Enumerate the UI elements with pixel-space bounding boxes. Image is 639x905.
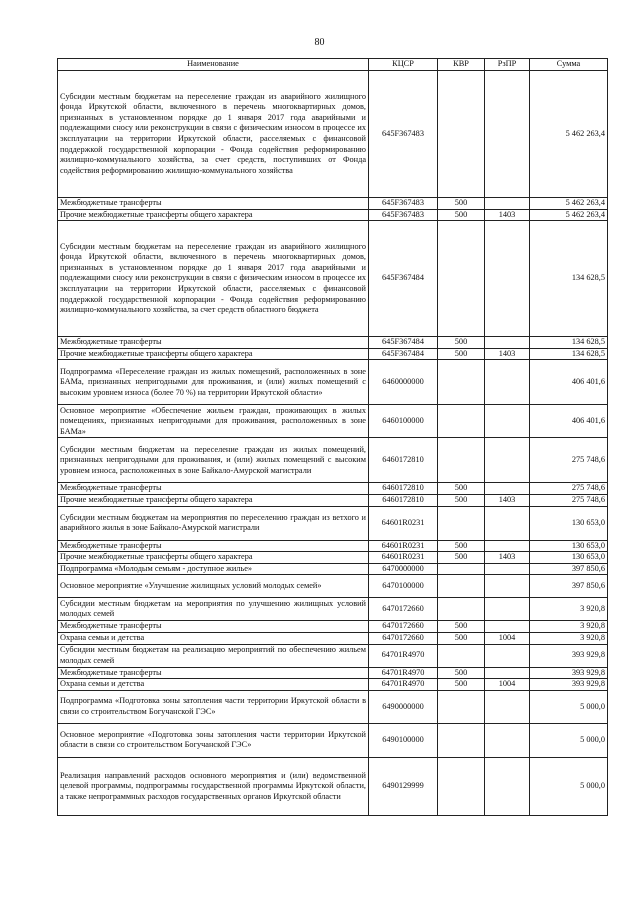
table-row bbox=[58, 667, 608, 679]
cell-rzpr bbox=[485, 575, 530, 598]
cell-kvr: 500 bbox=[438, 679, 485, 691]
cell-sum: 275 748,6 bbox=[530, 438, 608, 483]
cell-sum: 134 628,5 bbox=[530, 348, 608, 360]
cell-rzpr bbox=[485, 621, 530, 633]
table-row bbox=[58, 598, 608, 621]
cell-kvr: 500 bbox=[438, 621, 485, 633]
cell-name: Субсидии местным бюджетам на переселение граждан из аварийного жилищного фонда Иркутской области, включенного в перечень многоквартирных домов, признанных в установленном порядке до 1 января 2017 года аварийными и подлежащими сносу или реконструкции в связи с физическим износом в процессе их эксплуатации на территории Иркутской области, расселяемых с финансовой поддержкой государственной корпорации - Фонда содействия реформированию жилищно-коммунального хозяйства, за счет средств, поступивших от Фонда содействия реформированию жилищно-коммунального хозяйства bbox=[58, 71, 369, 198]
cell-sum: 5 462 263,4 bbox=[530, 209, 608, 221]
table-row bbox=[58, 723, 608, 757]
cell-rzpr bbox=[485, 483, 530, 495]
cell-rzpr: 1403 bbox=[485, 495, 530, 507]
cell-sum: 393 929,8 bbox=[530, 644, 608, 667]
cell-kcsr: 64601R0231 bbox=[369, 540, 438, 552]
cell-rzpr bbox=[485, 723, 530, 757]
cell-kvr bbox=[438, 506, 485, 540]
cell-kvr: 500 bbox=[438, 209, 485, 221]
cell-rzpr bbox=[485, 71, 530, 198]
table-row bbox=[58, 221, 608, 337]
table-row bbox=[58, 679, 608, 691]
cell-name: Прочие межбюджетные трансферты общего характера bbox=[58, 552, 369, 564]
cell-rzpr bbox=[485, 690, 530, 723]
header-kvr: КВР bbox=[438, 59, 485, 71]
cell-kvr bbox=[438, 575, 485, 598]
cell-sum: 3 920,8 bbox=[530, 621, 608, 633]
header-rzpr: РзПР bbox=[485, 59, 530, 71]
cell-name: Охрана семьи и детства bbox=[58, 679, 369, 691]
cell-sum: 130 653,0 bbox=[530, 540, 608, 552]
cell-name: Прочие межбюджетные трансферты общего характера bbox=[58, 495, 369, 507]
cell-kcsr: 64701R4970 bbox=[369, 679, 438, 691]
cell-kcsr: 6460172810 bbox=[369, 438, 438, 483]
cell-kcsr: 64701R4970 bbox=[369, 667, 438, 679]
cell-rzpr bbox=[485, 198, 530, 210]
cell-name: Основное мероприятие «Улучшение жилищных условий молодых семей» bbox=[58, 575, 369, 598]
table-row bbox=[58, 438, 608, 483]
cell-kcsr: 6490129999 bbox=[369, 757, 438, 815]
table-row bbox=[58, 71, 608, 198]
cell-kvr bbox=[438, 598, 485, 621]
table-row bbox=[58, 540, 608, 552]
budget-table bbox=[57, 58, 608, 816]
table-row bbox=[58, 337, 608, 349]
cell-kcsr: 6490000000 bbox=[369, 690, 438, 723]
cell-sum: 130 653,0 bbox=[530, 506, 608, 540]
table-row bbox=[58, 495, 608, 507]
cell-rzpr bbox=[485, 667, 530, 679]
header-sum: Сумма bbox=[530, 59, 608, 71]
table-row bbox=[58, 621, 608, 633]
cell-kcsr: 645F367484 bbox=[369, 221, 438, 337]
table-row bbox=[58, 198, 608, 210]
cell-rzpr bbox=[485, 506, 530, 540]
cell-name: Межбюджетные трансферты bbox=[58, 667, 369, 679]
cell-sum: 130 653,0 bbox=[530, 552, 608, 564]
cell-kvr bbox=[438, 757, 485, 815]
table-row bbox=[58, 552, 608, 564]
cell-kvr: 500 bbox=[438, 348, 485, 360]
cell-sum: 393 929,8 bbox=[530, 667, 608, 679]
table-header-row bbox=[58, 59, 608, 71]
cell-kvr: 500 bbox=[438, 483, 485, 495]
cell-sum: 275 748,6 bbox=[530, 483, 608, 495]
cell-kvr: 500 bbox=[438, 667, 485, 679]
cell-kvr bbox=[438, 405, 485, 438]
cell-name: Межбюджетные трансферты bbox=[58, 483, 369, 495]
cell-kcsr: 645F367483 bbox=[369, 209, 438, 221]
cell-kcsr: 645F367483 bbox=[369, 198, 438, 210]
cell-name: Прочие межбюджетные трансферты общего характера bbox=[58, 348, 369, 360]
cell-rzpr bbox=[485, 337, 530, 349]
table-row bbox=[58, 757, 608, 815]
cell-kvr: 500 bbox=[438, 337, 485, 349]
cell-name: Межбюджетные трансферты bbox=[58, 621, 369, 633]
cell-name: Основное мероприятие «Подготовка зоны затопления части территории Иркутской области в связи со строительством Богучанской ГЭС» bbox=[58, 723, 369, 757]
cell-sum: 5 000,0 bbox=[530, 690, 608, 723]
cell-rzpr: 1403 bbox=[485, 552, 530, 564]
cell-name: Охрана семьи и детства bbox=[58, 633, 369, 645]
table-row bbox=[58, 563, 608, 575]
cell-kcsr: 6470172660 bbox=[369, 598, 438, 621]
cell-sum: 397 850,6 bbox=[530, 563, 608, 575]
cell-kcsr: 6460000000 bbox=[369, 360, 438, 405]
cell-kcsr: 64601R0231 bbox=[369, 506, 438, 540]
page-number: 80 bbox=[314, 37, 325, 48]
cell-rzpr: 1403 bbox=[485, 209, 530, 221]
cell-kvr: 500 bbox=[438, 495, 485, 507]
cell-name: Субсидии местным бюджетам на мероприятия по переселению граждан из ветхого и аварийного жилья в зоне Байкало-Амурской магистрали bbox=[58, 506, 369, 540]
cell-name: Межбюджетные трансферты bbox=[58, 540, 369, 552]
cell-kvr bbox=[438, 221, 485, 337]
cell-kcsr: 645F367484 bbox=[369, 337, 438, 349]
cell-kvr bbox=[438, 563, 485, 575]
table-row bbox=[58, 575, 608, 598]
cell-name: Межбюджетные трансферты bbox=[58, 337, 369, 349]
cell-rzpr bbox=[485, 360, 530, 405]
cell-kvr bbox=[438, 438, 485, 483]
cell-name: Субсидии местным бюджетам на мероприятия по улучшению жилищных условий молодых семей bbox=[58, 598, 369, 621]
cell-name: Подпрограмма «Молодым семьям - доступное жилье» bbox=[58, 563, 369, 575]
cell-sum: 406 401,6 bbox=[530, 360, 608, 405]
cell-sum: 5 462 263,4 bbox=[530, 198, 608, 210]
cell-kvr: 500 bbox=[438, 633, 485, 645]
cell-name: Подпрограмма «Переселение граждан из жилых помещений, расположенных в зоне БАМа, признанных непригодными для проживания, и (или) жилых помещений с высоким уровнем износа (более 70 %) на территории Иркутской области» bbox=[58, 360, 369, 405]
cell-name: Межбюджетные трансферты bbox=[58, 198, 369, 210]
cell-name: Субсидии местным бюджетам на реализацию мероприятий по обеспечению жильем молодых семей bbox=[58, 644, 369, 667]
table-row bbox=[58, 644, 608, 667]
cell-kvr: 500 bbox=[438, 552, 485, 564]
cell-kcsr: 6460100000 bbox=[369, 405, 438, 438]
cell-kvr: 500 bbox=[438, 540, 485, 552]
cell-rzpr bbox=[485, 757, 530, 815]
cell-name: Субсидии местным бюджетам на переселение граждан из аварийного жилищного фонда Иркутской области, включенного в перечень многоквартирных домов, признанных в установленном порядке до 1 января 2017 года аварийными и подлежащими сносу или реконструкции в связи с физическим износом в процессе их эксплуатации на территории Иркутской области, расселяемых с финансовой поддержкой государственной корпорации - Фонда содействия реформированию жилищно-коммунального хозяйства, за счет средств областного бюджета bbox=[58, 221, 369, 337]
cell-rzpr: 1004 bbox=[485, 679, 530, 691]
table-row bbox=[58, 633, 608, 645]
cell-name: Субсидии местным бюджетам на переселение граждан из жилых помещений, признанных непригодными для проживания, и (или) жилых помещений с высоким уровнем износа, расположенных в зоне Байкало-Амурской магистрали bbox=[58, 438, 369, 483]
cell-kvr bbox=[438, 360, 485, 405]
cell-sum: 3 920,8 bbox=[530, 598, 608, 621]
table-row bbox=[58, 690, 608, 723]
cell-sum: 134 628,5 bbox=[530, 337, 608, 349]
cell-kcsr: 6460172810 bbox=[369, 483, 438, 495]
cell-sum: 5 000,0 bbox=[530, 757, 608, 815]
cell-kcsr: 645F367483 bbox=[369, 71, 438, 198]
cell-kcsr: 64701R4970 bbox=[369, 644, 438, 667]
table-row bbox=[58, 483, 608, 495]
table-row bbox=[58, 209, 608, 221]
table-row bbox=[58, 348, 608, 360]
cell-name: Реализация направлений расходов основного мероприятия и (или) ведомственной целевой программы, подпрограммы государственной программы Иркутской области, а также непрограммных расходов государственных органов Иркутской области bbox=[58, 757, 369, 815]
cell-rzpr bbox=[485, 598, 530, 621]
cell-kvr bbox=[438, 690, 485, 723]
cell-rzpr: 1004 bbox=[485, 633, 530, 645]
cell-kcsr: 6470172660 bbox=[369, 621, 438, 633]
cell-kcsr: 6470172660 bbox=[369, 633, 438, 645]
cell-kvr bbox=[438, 71, 485, 198]
cell-name: Основное мероприятие «Обеспечение жильем граждан, проживающих в жилых помещениях, признанных непригодными для проживания, расположенных в зоне БАМа» bbox=[58, 405, 369, 438]
cell-kvr: 500 bbox=[438, 198, 485, 210]
cell-name: Подпрограмма «Подготовка зоны затопления части территории Иркутской области в связи со строительством Богучанской ГЭС» bbox=[58, 690, 369, 723]
cell-rzpr bbox=[485, 438, 530, 483]
cell-rzpr bbox=[485, 540, 530, 552]
cell-sum: 3 920,8 bbox=[530, 633, 608, 645]
cell-kvr bbox=[438, 644, 485, 667]
cell-sum: 397 850,6 bbox=[530, 575, 608, 598]
cell-rzpr: 1403 bbox=[485, 348, 530, 360]
cell-kcsr: 64601R0231 bbox=[369, 552, 438, 564]
cell-rzpr bbox=[485, 405, 530, 438]
cell-kcsr: 6470000000 bbox=[369, 563, 438, 575]
cell-rzpr bbox=[485, 563, 530, 575]
cell-sum: 406 401,6 bbox=[530, 405, 608, 438]
cell-sum: 5 462 263,4 bbox=[530, 71, 608, 198]
cell-sum: 134 628,5 bbox=[530, 221, 608, 337]
cell-kcsr: 6490100000 bbox=[369, 723, 438, 757]
cell-kcsr: 6470100000 bbox=[369, 575, 438, 598]
cell-rzpr bbox=[485, 221, 530, 337]
table-body bbox=[58, 71, 608, 816]
cell-sum: 393 929,8 bbox=[530, 679, 608, 691]
table-row bbox=[58, 405, 608, 438]
cell-kvr bbox=[438, 723, 485, 757]
cell-kcsr: 6460172810 bbox=[369, 495, 438, 507]
cell-name: Прочие межбюджетные трансферты общего характера bbox=[58, 209, 369, 221]
table-row bbox=[58, 360, 608, 405]
header-name: Наименование bbox=[58, 59, 369, 71]
cell-sum: 275 748,6 bbox=[530, 495, 608, 507]
table-row bbox=[58, 506, 608, 540]
cell-rzpr bbox=[485, 644, 530, 667]
cell-sum: 5 000,0 bbox=[530, 723, 608, 757]
header-kcsr: КЦСР bbox=[369, 59, 438, 71]
cell-kcsr: 645F367484 bbox=[369, 348, 438, 360]
